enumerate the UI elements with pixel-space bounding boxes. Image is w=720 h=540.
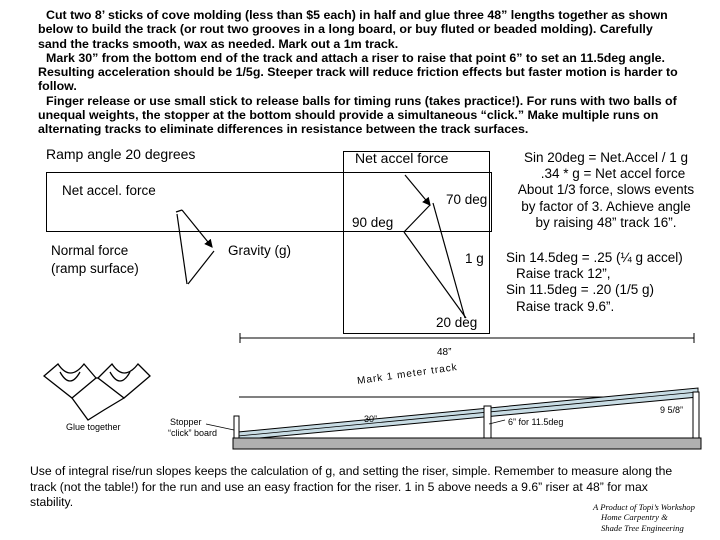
normal-force-sublabel: (ramp surface) <box>51 261 139 276</box>
glue-together-label: Glue together <box>66 422 121 432</box>
angle-20-label: 20 deg <box>436 315 478 330</box>
sine-notes-2 <box>506 250 706 315</box>
stopper-board <box>234 416 239 438</box>
length-label: 48” <box>437 347 452 358</box>
credit-block <box>593 502 708 533</box>
stopper-sublabel: “click” board <box>168 428 218 438</box>
meter-track-label: Mark 1 meter track <box>356 362 459 387</box>
angle-70-label: 70 deg <box>446 192 488 207</box>
net-accel-label-1: Net accel. force <box>62 183 156 198</box>
gravity-arrow-2 <box>433 203 465 318</box>
end-post <box>693 392 699 438</box>
track-ramp <box>238 388 698 440</box>
molding-cross-section <box>44 364 150 420</box>
note-line-9: Raise track 9.6”. <box>516 298 615 314</box>
note-line-4: by factor of 3. Achieve angle <box>521 198 691 214</box>
one-g-label: 1 g <box>465 251 484 266</box>
credit-line-1: A Product of Topi’s Workshop <box>593 502 695 512</box>
intro-paragraph-1: Cut two 8’ sticks of cove molding (less than $5 each) in half and glue three 48” lengths together as shown below to build the track (or rout two grooves in a long board, or buy fluted or beaded molding). Carefully sand the tracks smooth, wax as needed. Mark out a 1m track. <box>38 8 668 51</box>
force-triangle-1 <box>176 210 214 284</box>
ramp-angle-title: Ramp angle 20 degrees <box>46 146 196 162</box>
normal-force-label: Normal force <box>51 243 129 258</box>
note-line-8: Sin 11.5deg = .20 (1/5 g) <box>506 282 654 298</box>
note-line-7: Raise track 12”, <box>516 266 611 282</box>
table-surface <box>233 438 701 449</box>
note-line-1: Sin 20deg = Net.Accel / 1 g <box>524 150 688 165</box>
stopper-label: Stopper <box>170 417 202 427</box>
bottom-note: Use of integral rise/run slopes keeps the calculation of g, and setting the riser, simple. Remember to measure along the track (not the table!) for the run and use an easy fraction for the riser. 1 in 5 above needs a 9.6” riser at 48” for max stability. <box>30 464 673 509</box>
height-label: 9 5/8” <box>660 405 684 415</box>
intro-paragraph-3: Finger release or use small stick to release balls for timing runs (takes practice!). For runs with two balls of unequal weights, the stopper at the bottom should provide a simultaneous “click.” Make multiple runs on alternating tracks to eliminate differences in resistance between the track surfaces. <box>38 93 677 137</box>
length-dimension <box>240 333 694 343</box>
net-force-arrow-1 <box>182 210 212 247</box>
thirty-inch-label: 30” <box>364 414 378 424</box>
riser-block <box>484 406 491 438</box>
net-accel-title-2: Net accel force <box>355 150 449 166</box>
ramp-line <box>404 205 430 232</box>
note-line-2: .34 * g = Net accel force <box>540 166 686 182</box>
intro-paragraph-2: Mark 30” from the bottom end of the track and attach a riser to raise that point 6” to set an 11.5deg angle. Resulting acceleration should be 1/5g. Steeper track will reduce friction effects but faster motion is harder to follow. <box>38 50 678 94</box>
gravity-label: Gravity (g) <box>228 243 292 258</box>
note-line-6: Sin 14.5deg = .25 (¼ g accel) <box>506 250 683 265</box>
gravity-arrow-1 <box>188 251 214 284</box>
angle-90-label: 90 deg <box>352 215 394 230</box>
note-line-5: by raising 48” track 16”. <box>535 214 677 230</box>
credit-line-2: Home Carpentry & <box>601 512 668 523</box>
credit-line-3: Shade Tree Engineering <box>601 522 684 533</box>
riser-label: 6” for 11.5deg <box>508 417 564 427</box>
sine-notes <box>506 150 706 231</box>
net-force-arrow-2 <box>405 175 430 205</box>
normal-force-arrow <box>177 214 187 284</box>
note-line-3: About 1/3 force, slows events <box>517 182 695 198</box>
